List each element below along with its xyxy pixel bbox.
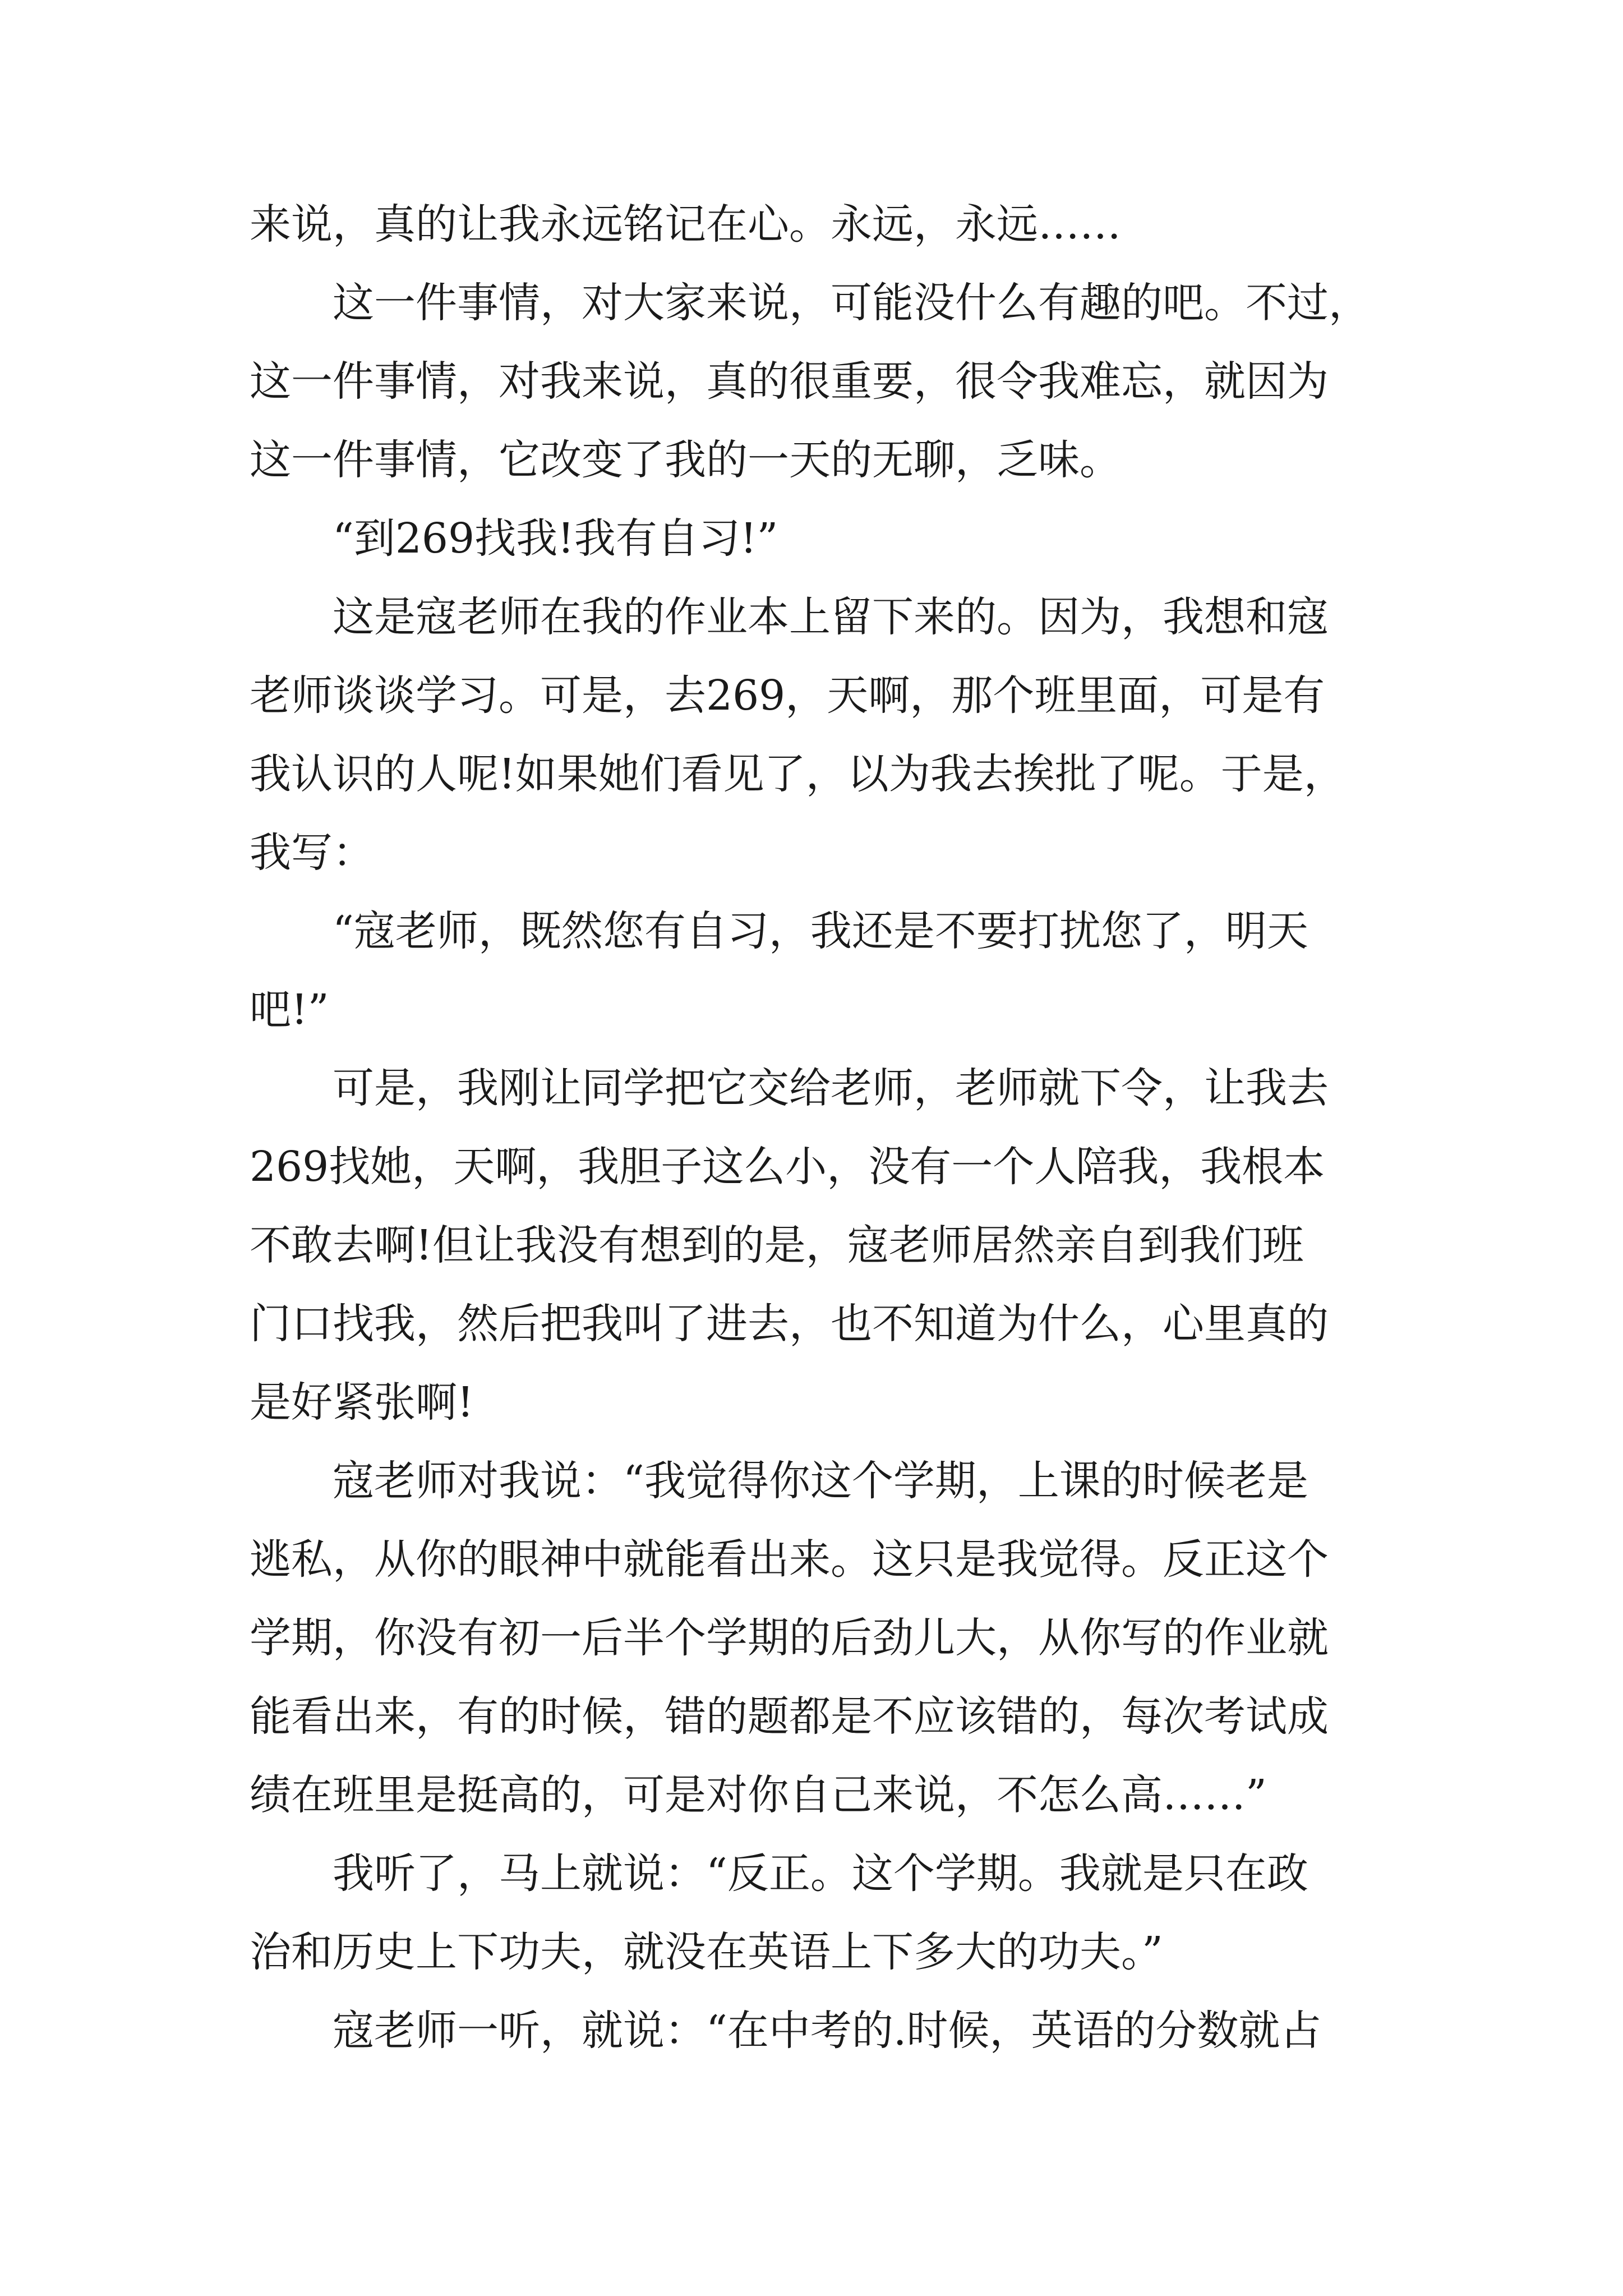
text-line-11: 吧!” [250, 986, 329, 1034]
text-line-24: 寇老师一听，就说：“在中考的.时候，英语的分数就占 [250, 2007, 1322, 2055]
text-line-15: 门口找我，然后把我叫了进去，也不知道为什么，心里真的 [250, 1300, 1329, 1348]
text-line-8: 我认识的人呢!如果她们看见了，以为我去挨批了呢。于是， [250, 750, 1345, 798]
text-line-18: 逃私，从你的眼神中就能看出来。这只是我觉得。反正这个 [250, 1535, 1329, 1584]
text-line-16: 是好紧张啊! [250, 1378, 474, 1427]
text-line-21: 绩在班里是挺高的，可是对你自己来说，不怎么高……” [250, 1771, 1267, 1819]
text-line-1: 来说，真的让我永远铭记在心。永远，永远…… [250, 200, 1121, 249]
text-line-10: “寇老师，既然您有自习，我还是不要打扰您了，明天 [250, 907, 1308, 955]
text-line-2: 这一件事情，对大家来说，可能没什么有趣的吧。不过， [250, 279, 1370, 327]
text-line-22: 我听了，马上就说：“反正。这个学期。我就是只在政 [250, 1849, 1308, 1898]
text-line-13: 269找她，天啊，我胆子这么小，没有一个人陪我，我根本 [250, 1143, 1325, 1191]
text-line-7: 老师谈谈学习。可是，去269，天啊，那个班里面，可是有 [250, 671, 1325, 720]
text-line-5: “到269找我!我有自习!” [250, 514, 778, 563]
text-line-12: 可是，我刚让同学把它交给老师，老师就下令，让我去 [250, 1064, 1329, 1112]
text-line-14: 不敢去啊!但让我没有想到的是，寇老师居然亲自到我们班 [250, 1221, 1304, 1269]
text-line-6: 这是寇老师在我的作业本上留下来的。因为，我想和寇 [250, 593, 1329, 641]
text-line-9: 我写： [250, 829, 374, 877]
text-line-4: 这一件事情，它改变了我的一天的无聊，乏味。 [250, 436, 1121, 484]
text-line-3: 这一件事情，对我来说，真的很重要，很令我难忘，就因为 [250, 357, 1329, 406]
text-line-20: 能看出来，有的时候，错的题都是不应该错的，每次考试成 [250, 1692, 1329, 1741]
text-line-23: 治和历史上下功夫，就没在英语上下多大的功夫。” [250, 1928, 1163, 1976]
text-line-19: 学期，你没有初一后半个学期的后劲儿大，从你写的作业就 [250, 1614, 1329, 1662]
document-body [250, 185, 1394, 2070]
text-line-17: 寇老师对我说：“我觉得你这个学期，上课的时候老是 [250, 1457, 1308, 1505]
